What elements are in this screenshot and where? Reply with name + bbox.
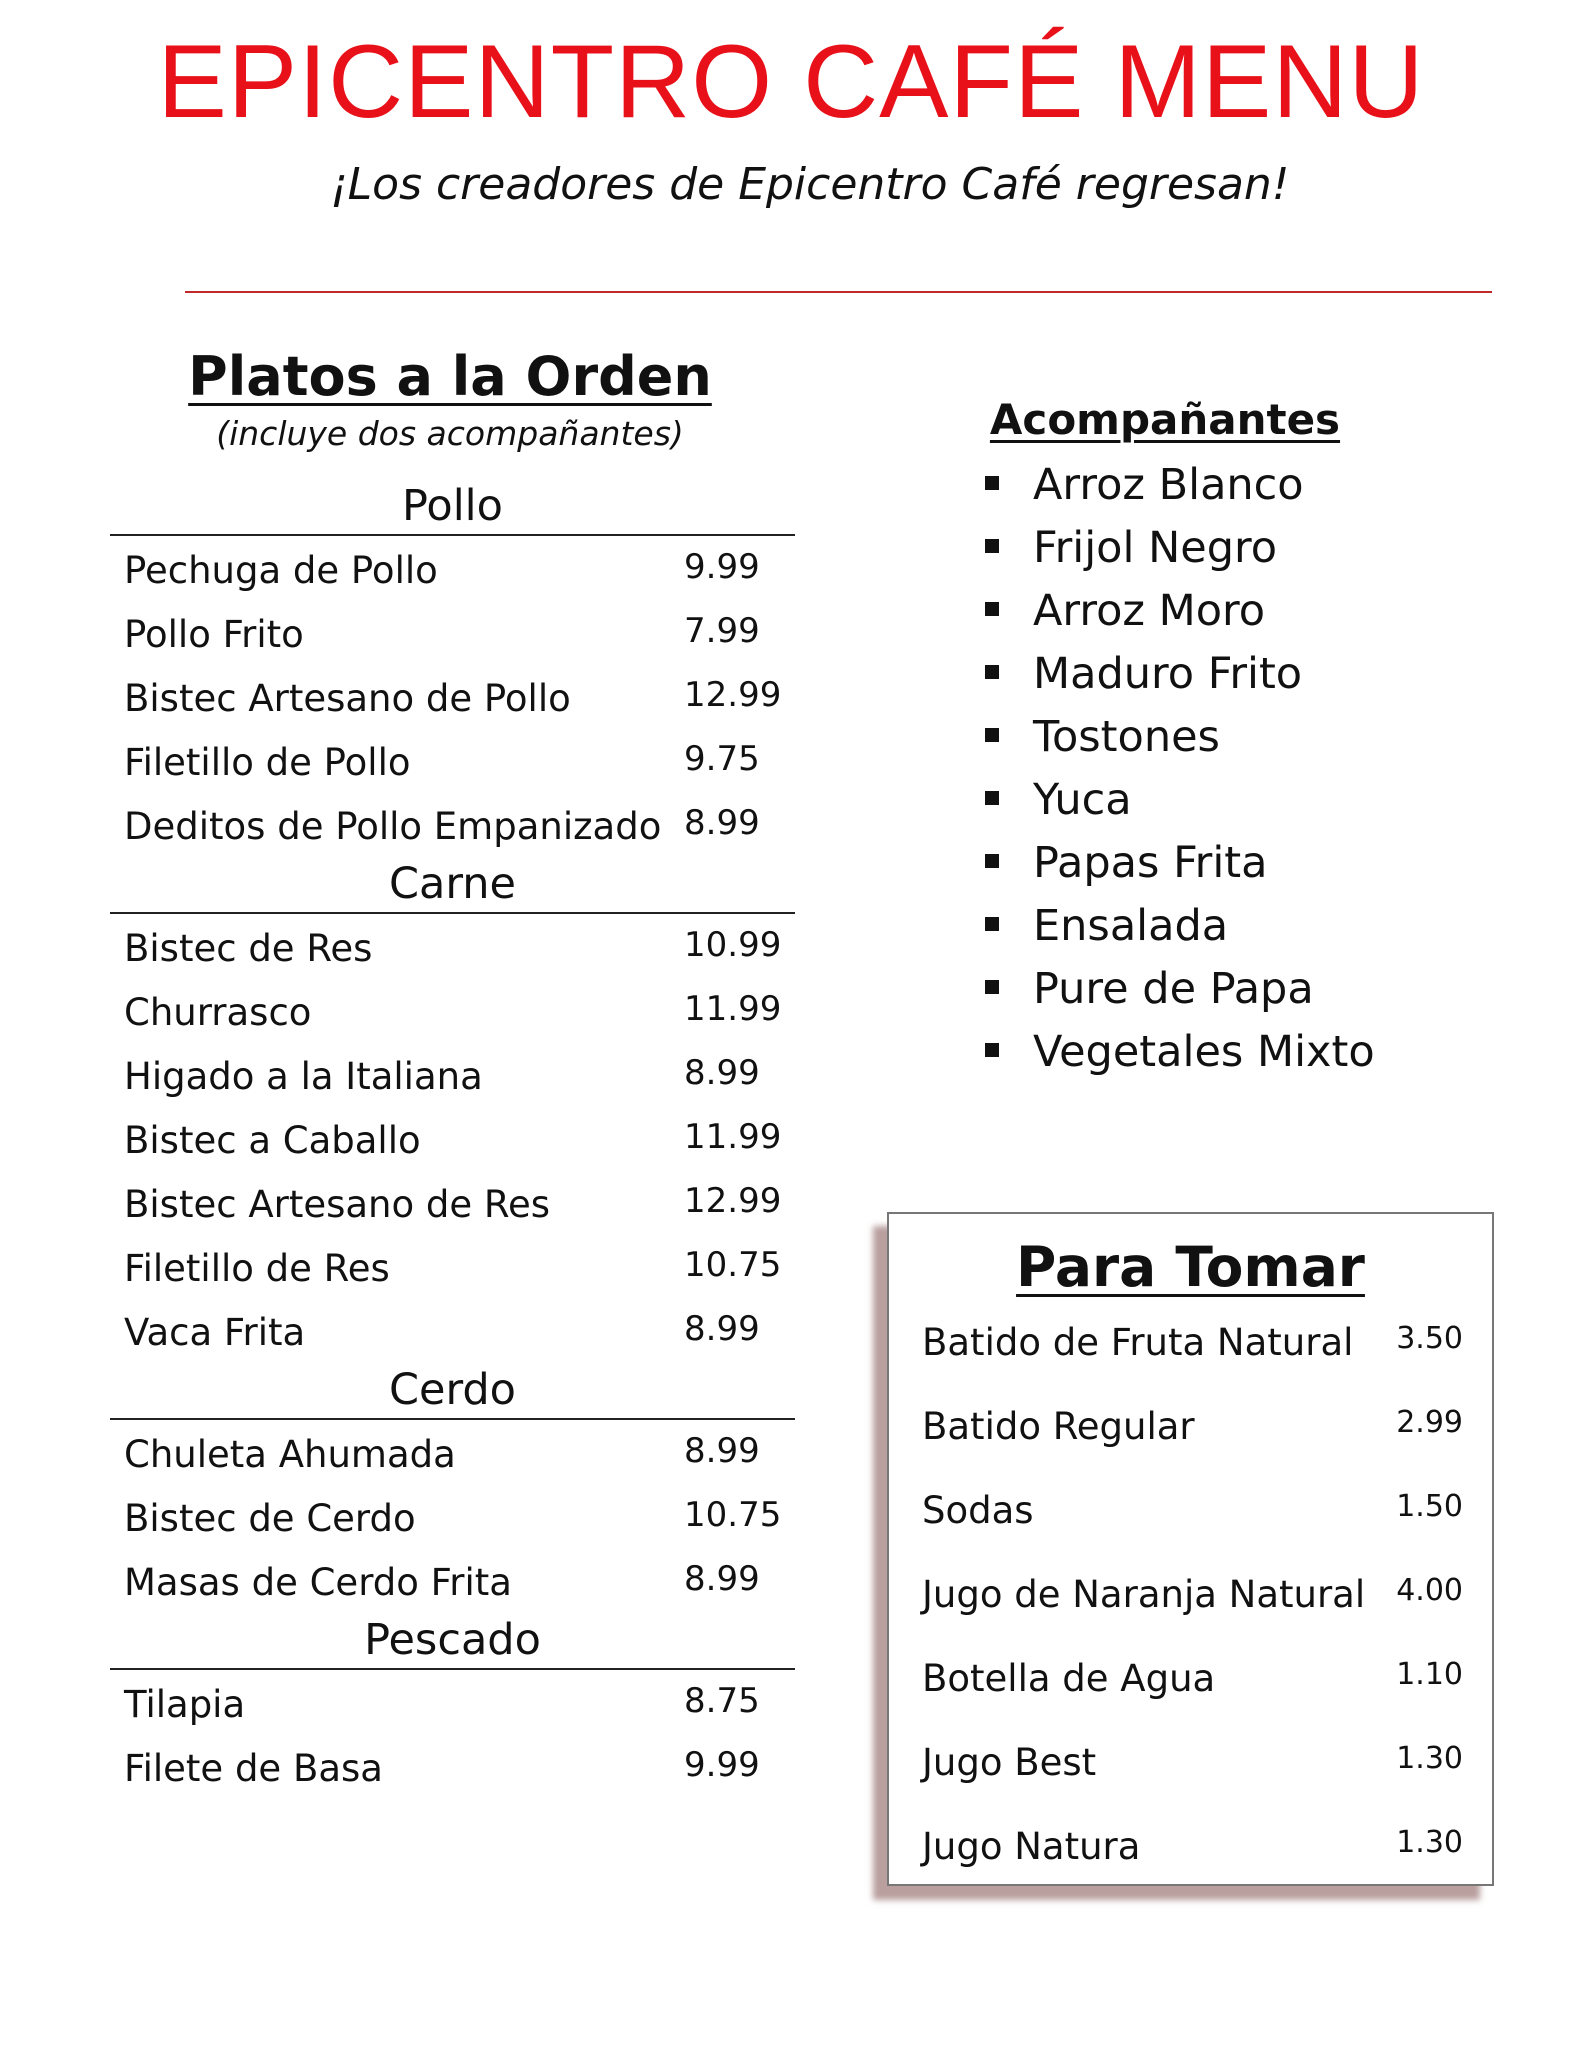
menu-item-price: 7.99 <box>684 611 760 651</box>
menu-item-row <box>110 1484 795 1548</box>
menu-item-row <box>110 600 795 664</box>
drink-item-row <box>922 1566 1477 1650</box>
menu-item-row <box>110 1670 795 1734</box>
section-heading-pollo <box>110 478 795 536</box>
menu-item-price: 9.99 <box>684 1745 760 1785</box>
menu-item-price: 8.99 <box>684 1559 760 1599</box>
acompanante-label: Arroz Blanco <box>1033 460 1304 510</box>
drink-item-price: 2.99 <box>1396 1405 1463 1440</box>
acompanante-label: Yuca <box>1033 775 1132 825</box>
menu-subtitle: ¡Los creadores de Epicentro Café regresan! <box>330 159 1290 210</box>
square-bullet-icon <box>985 665 999 679</box>
acompanante-label: Arroz Moro <box>1033 586 1266 636</box>
platos-heading: Platos a la Orden <box>188 345 712 408</box>
drink-item-name: Jugo Natura <box>922 1825 1141 1868</box>
square-bullet-icon <box>985 980 999 994</box>
menu-item-row <box>110 1234 795 1298</box>
menu-item-name: Vaca Frita <box>124 1310 306 1354</box>
menu-item-name: Bistec de Cerdo <box>124 1496 416 1540</box>
acompanante-item <box>985 580 1375 643</box>
drink-item-name: Jugo Best <box>922 1741 1097 1784</box>
drink-item-price: 1.30 <box>1396 1825 1463 1860</box>
menu-item-name: Filetillo de Res <box>124 1246 390 1290</box>
drink-item-row <box>922 1314 1477 1398</box>
acompanante-label: Vegetales Mixto <box>1033 1027 1375 1077</box>
square-bullet-icon <box>985 728 999 742</box>
platos-menu <box>110 478 795 1798</box>
drink-item-name: Batido Regular <box>922 1405 1195 1448</box>
square-bullet-icon <box>985 539 999 553</box>
acompanantes-heading: Acompañantes <box>989 395 1341 444</box>
square-bullet-icon <box>985 791 999 805</box>
drink-item-name: Sodas <box>922 1489 1034 1532</box>
menu-item-name: Masas de Cerdo Frita <box>124 1560 512 1604</box>
drinks-heading: Para Tomar <box>1016 1235 1365 1299</box>
drink-item-name: Botella de Agua <box>922 1657 1216 1700</box>
menu-item-name: Churrasco <box>124 990 312 1034</box>
square-bullet-icon <box>985 476 999 490</box>
menu-item-row <box>110 536 795 600</box>
acompanante-label: Ensalada <box>1033 901 1229 951</box>
menu-title: EPICENTRO CAFÉ MENU <box>157 24 1425 140</box>
menu-item-row <box>110 728 795 792</box>
menu-item-row <box>110 792 795 856</box>
acompanante-item <box>985 769 1375 832</box>
menu-item-row <box>110 1548 795 1612</box>
acompanante-item <box>985 454 1375 517</box>
menu-item-name: Bistec Artesano de Res <box>124 1182 551 1226</box>
drink-item-row <box>922 1818 1477 1902</box>
menu-item-name: Deditos de Pollo Empanizado <box>124 804 662 848</box>
square-bullet-icon <box>985 854 999 868</box>
header-divider <box>185 291 1492 293</box>
square-bullet-icon <box>985 602 999 616</box>
acompanante-item <box>985 832 1375 895</box>
drinks-list <box>922 1314 1477 1902</box>
square-bullet-icon <box>985 1043 999 1057</box>
menu-item-price: 8.99 <box>684 803 760 843</box>
drink-item-row <box>922 1482 1477 1566</box>
menu-item-price: 10.75 <box>684 1495 782 1535</box>
square-bullet-icon <box>985 917 999 931</box>
menu-item-row <box>110 1420 795 1484</box>
menu-item-name: Pollo Frito <box>124 612 304 656</box>
section-heading-cerdo <box>110 1362 795 1420</box>
menu-item-row <box>110 1734 795 1798</box>
menu-item-name: Tilapia <box>124 1682 246 1726</box>
menu-item-name: Filete de Basa <box>124 1746 383 1790</box>
menu-item-price: 9.75 <box>684 739 760 779</box>
menu-item-price: 10.75 <box>684 1245 782 1285</box>
section-heading-label: Pollo <box>402 481 503 531</box>
menu-item-row <box>110 914 795 978</box>
menu-item-name: Higado a la Italiana <box>124 1054 483 1098</box>
acompanante-label: Maduro Frito <box>1033 649 1303 699</box>
drink-item-price: 1.30 <box>1396 1741 1463 1776</box>
drink-item-name: Batido de Fruta Natural <box>922 1321 1354 1364</box>
acompanante-item <box>985 1021 1375 1084</box>
menu-item-price: 8.99 <box>684 1053 760 1093</box>
menu-item-name: Bistec de Res <box>124 926 373 970</box>
acompanantes-list <box>985 454 1375 1084</box>
menu-item-row <box>110 1170 795 1234</box>
menu-item-row <box>110 978 795 1042</box>
menu-item-name: Pechuga de Pollo <box>124 548 438 592</box>
drink-item-price: 1.10 <box>1396 1657 1463 1692</box>
acompanante-item <box>985 517 1375 580</box>
menu-item-price: 11.99 <box>684 1117 782 1157</box>
section-heading-label: Cerdo <box>388 1365 516 1415</box>
menu-item-name: Filetillo de Pollo <box>124 740 411 784</box>
platos-note: (incluye dos acompañantes) <box>216 414 684 453</box>
acompanante-item <box>985 706 1375 769</box>
menu-item-row <box>110 1042 795 1106</box>
menu-item-row <box>110 1298 795 1362</box>
menu-item-price: 9.99 <box>684 547 760 587</box>
acompanante-label: Tostones <box>1033 712 1220 762</box>
menu-item-name: Bistec a Caballo <box>124 1118 421 1162</box>
acompanante-item <box>985 643 1375 706</box>
drink-item-name: Jugo de Naranja Natural <box>922 1573 1366 1616</box>
section-heading-label: Carne <box>388 859 516 909</box>
drink-item-price: 1.50 <box>1396 1489 1463 1524</box>
menu-item-row <box>110 664 795 728</box>
section-heading-pescado <box>110 1612 795 1670</box>
drink-item-price: 3.50 <box>1396 1321 1463 1356</box>
menu-item-price: 8.99 <box>684 1431 760 1471</box>
acompanante-label: Pure de Papa <box>1033 964 1314 1014</box>
menu-item-row <box>110 1106 795 1170</box>
menu-item-price: 12.99 <box>684 675 782 715</box>
acompanante-label: Frijol Negro <box>1033 523 1278 573</box>
section-heading-label: Pescado <box>364 1615 541 1665</box>
drink-item-row <box>922 1650 1477 1734</box>
drinks-box <box>887 1212 1494 1886</box>
menu-item-price: 8.99 <box>684 1309 760 1349</box>
menu-item-price: 11.99 <box>684 989 782 1029</box>
acompanante-item <box>985 958 1375 1021</box>
acompanante-item <box>985 895 1375 958</box>
menu-item-price: 10.99 <box>684 925 782 965</box>
section-heading-carne <box>110 856 795 914</box>
menu-item-price: 12.99 <box>684 1181 782 1221</box>
menu-item-name: Chuleta Ahumada <box>124 1432 456 1476</box>
acompanante-label: Papas Frita <box>1033 838 1268 888</box>
menu-item-name: Bistec Artesano de Pollo <box>124 676 571 720</box>
drink-item-row <box>922 1398 1477 1482</box>
drink-item-price: 4.00 <box>1396 1573 1463 1608</box>
drink-item-row <box>922 1734 1477 1818</box>
menu-item-price: 8.75 <box>684 1681 760 1721</box>
